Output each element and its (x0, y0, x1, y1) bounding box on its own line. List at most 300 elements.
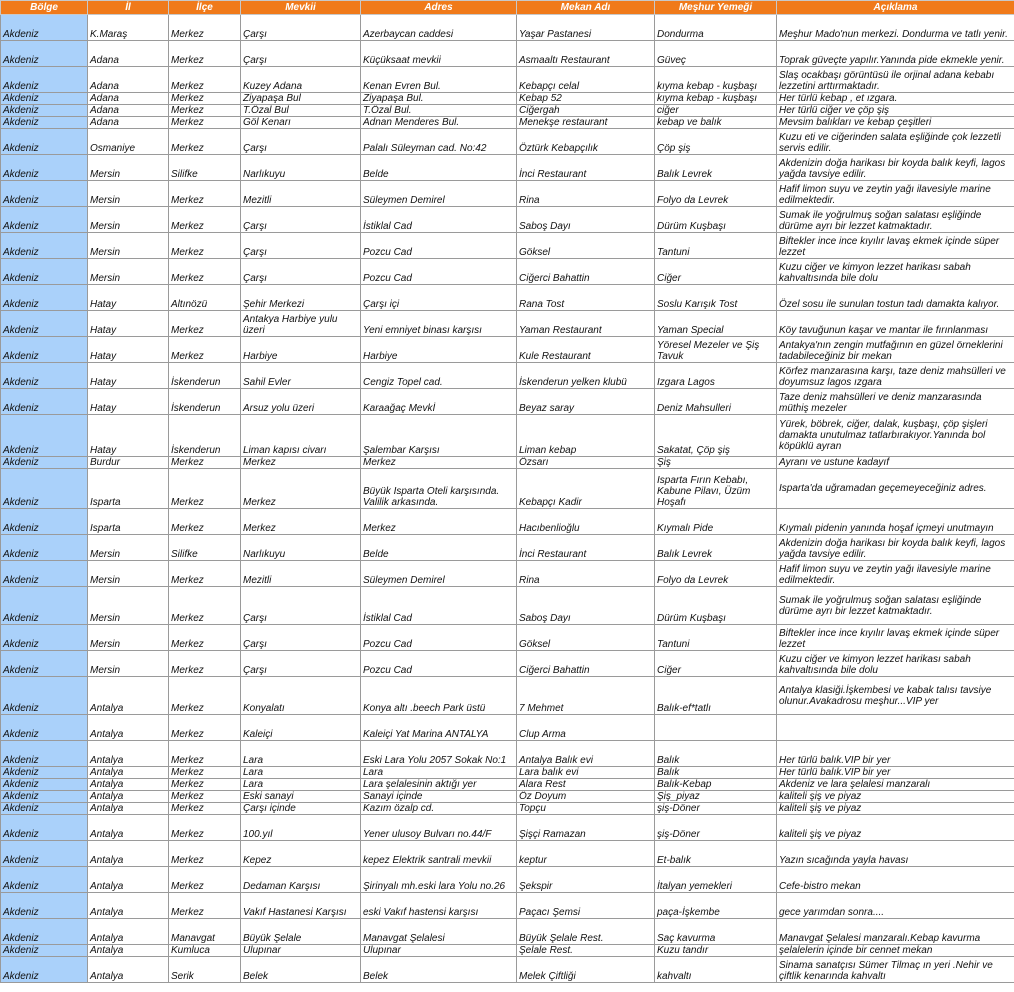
cell-mevkii[interactable]: Sahil Evler (241, 363, 361, 389)
cell-aciklama[interactable]: Akdeniz ve lara şelalesi manzaralı (777, 779, 1014, 791)
cell-meshur-yemegi[interactable]: Balık-Kebap (655, 779, 777, 791)
cell-adres[interactable]: Azerbaycan caddesi (361, 15, 517, 41)
cell-il[interactable]: Antalya (88, 945, 169, 957)
cell-bolge[interactable]: Akdeniz (1, 285, 88, 311)
cell-mevkii[interactable]: Çarşı (241, 259, 361, 285)
cell-bolge[interactable]: Akdeniz (1, 259, 88, 285)
cell-adres[interactable]: Kazım özalp cd. (361, 803, 517, 815)
cell-meshur-yemegi[interactable]: şiş-Döner (655, 815, 777, 841)
cell-adres[interactable]: eski Vakıf hastensi karşısı (361, 893, 517, 919)
cell-meshur-yemegi[interactable]: kahvaltı (655, 957, 777, 983)
cell-mevkii[interactable]: Merkez (241, 457, 361, 469)
cell-mevkii[interactable]: Kepez (241, 841, 361, 867)
cell-ilce[interactable]: Altınözü (169, 285, 241, 311)
cell-meshur-yemegi[interactable]: Dürüm Kuşbaşı (655, 207, 777, 233)
cell-adres[interactable]: Kaleiçi Yat Marina ANTALYA (361, 715, 517, 741)
cell-adres[interactable]: Lara (361, 767, 517, 779)
cell-ilce[interactable]: İskenderun (169, 363, 241, 389)
cell-bolge[interactable]: Akdeniz (1, 181, 88, 207)
cell-bolge[interactable]: Akdeniz (1, 117, 88, 129)
cell-adres[interactable]: Ulupınar (361, 945, 517, 957)
cell-mekan-adi[interactable]: keptur (517, 841, 655, 867)
cell-meshur-yemegi[interactable]: paça-İşkembe (655, 893, 777, 919)
cell-mevkii[interactable]: Lara (241, 741, 361, 767)
cell-bolge[interactable]: Akdeniz (1, 779, 88, 791)
cell-adres[interactable]: Karaağaç Mevkİ (361, 389, 517, 415)
cell-ilce[interactable]: Merkez (169, 651, 241, 677)
cell-bolge[interactable]: Akdeniz (1, 509, 88, 535)
cell-bolge[interactable]: Akdeniz (1, 651, 88, 677)
cell-adres[interactable]: Süleymen Demirel (361, 561, 517, 587)
cell-ilce[interactable]: Merkez (169, 741, 241, 767)
cell-bolge[interactable]: Akdeniz (1, 41, 88, 67)
cell-il[interactable]: Mersin (88, 259, 169, 285)
cell-ilce[interactable]: Merkez (169, 867, 241, 893)
cell-mekan-adi[interactable]: Paçacı Şemsi (517, 893, 655, 919)
cell-bolge[interactable]: Akdeniz (1, 587, 88, 625)
cell-adres[interactable]: Büyük Isparta Oteli karşısında. Valilik arkasında. (361, 469, 517, 509)
cell-mekan-adi[interactable]: Beyaz saray (517, 389, 655, 415)
cell-meshur-yemegi[interactable]: Folyo da Levrek (655, 181, 777, 207)
cell-bolge[interactable]: Akdeniz (1, 893, 88, 919)
header-adres[interactable]: Adres (361, 1, 517, 15)
cell-mekan-adi[interactable]: Melek Çiftliği (517, 957, 655, 983)
cell-aciklama[interactable]: Her türlü balık.VIP bir yer (777, 741, 1014, 767)
cell-meshur-yemegi[interactable]: İtalyan yemekleri (655, 867, 777, 893)
cell-ilce[interactable]: Merkez (169, 561, 241, 587)
cell-ilce[interactable]: İskenderun (169, 415, 241, 457)
cell-adres[interactable]: Küçüksaat mevkii (361, 41, 517, 67)
cell-il[interactable]: Antalya (88, 867, 169, 893)
cell-aciklama[interactable]: gece yarımdan sonra.... (777, 893, 1014, 919)
cell-il[interactable]: Mersin (88, 233, 169, 259)
cell-ilce[interactable]: Merkez (169, 129, 241, 155)
cell-il[interactable]: Mersin (88, 535, 169, 561)
cell-mekan-adi[interactable]: Rana Tost (517, 285, 655, 311)
cell-aciklama[interactable]: Ayranı ve ustune kadayıf (777, 457, 1014, 469)
cell-meshur-yemegi[interactable]: Izgara Lagos (655, 363, 777, 389)
cell-meshur-yemegi[interactable]: Yöresel Mezeler ve Şiş Tavuk (655, 337, 777, 363)
cell-aciklama[interactable]: Biftekler ince ince kıyılır lavaş ekmek içinde süper lezzet (777, 233, 1014, 259)
cell-mekan-adi[interactable]: Kebapçı Kadir (517, 469, 655, 509)
cell-bolge[interactable]: Akdeniz (1, 155, 88, 181)
cell-aciklama[interactable]: Slaş ocakbaşı görüntüsü ile orjinal adana kebabı lezzetini arttırmaktadır. (777, 67, 1014, 93)
cell-meshur-yemegi[interactable]: Dürüm Kuşbaşı (655, 587, 777, 625)
cell-mevkii[interactable]: Narlıkuyu (241, 535, 361, 561)
cell-ilce[interactable]: Merkez (169, 815, 241, 841)
cell-adres[interactable]: T.Özal Bul. (361, 105, 517, 117)
header-il[interactable]: İl (88, 1, 169, 15)
cell-il[interactable]: Antalya (88, 791, 169, 803)
cell-meshur-yemegi[interactable]: Tantuni (655, 233, 777, 259)
cell-adres[interactable]: Adnan Menderes Bul. (361, 117, 517, 129)
cell-mevkii[interactable]: Ziyapaşa Bul (241, 93, 361, 105)
cell-mekan-adi[interactable]: Özsarı (517, 457, 655, 469)
cell-bolge[interactable]: Akdeniz (1, 93, 88, 105)
cell-il[interactable]: Mersin (88, 155, 169, 181)
cell-il[interactable]: Hatay (88, 389, 169, 415)
cell-il[interactable]: Adana (88, 105, 169, 117)
cell-aciklama[interactable]: Her türlü ciğer ve çöp şiş (777, 105, 1014, 117)
cell-meshur-yemegi[interactable]: Kuzu tandır (655, 945, 777, 957)
cell-mevkii[interactable]: Göl Kenarı (241, 117, 361, 129)
cell-ilce[interactable]: Merkez (169, 233, 241, 259)
cell-adres[interactable]: Yener ulusoy Bulvarı no.44/F (361, 815, 517, 841)
cell-ilce[interactable]: Merkez (169, 15, 241, 41)
cell-ilce[interactable]: Merkez (169, 67, 241, 93)
cell-ilce[interactable]: Merkez (169, 791, 241, 803)
cell-meshur-yemegi[interactable]: Şiş_piyaz (655, 791, 777, 803)
cell-meshur-yemegi[interactable]: Ciğer (655, 259, 777, 285)
cell-il[interactable]: Antalya (88, 767, 169, 779)
cell-aciklama[interactable]: Körfez manzarasına karşı, taze deniz mahsülleri ve doyumsuz lagos ızgara (777, 363, 1014, 389)
cell-meshur-yemegi[interactable]: Kıymalı Pide (655, 509, 777, 535)
cell-mevkii[interactable]: Kuzey Adana (241, 67, 361, 93)
cell-meshur-yemegi[interactable]: kıyma kebap - kuşbaşı (655, 93, 777, 105)
cell-mevkii[interactable]: Çarşı (241, 41, 361, 67)
cell-ilce[interactable]: Merkez (169, 181, 241, 207)
cell-aciklama[interactable]: Meşhur Mado'nun merkezi. Dondurma ve tatlı yenir. (777, 15, 1014, 41)
cell-aciklama[interactable]: Isparta'da uğramadan geçemeyeceğiniz adres. (777, 469, 1014, 509)
cell-mevkii[interactable]: Çarşı (241, 587, 361, 625)
cell-ilce[interactable]: Merkez (169, 469, 241, 509)
cell-ilce[interactable]: Merkez (169, 893, 241, 919)
cell-mevkii[interactable]: Lara (241, 779, 361, 791)
cell-mevkii[interactable]: 100.yıl (241, 815, 361, 841)
cell-mevkii[interactable]: Ulupınar (241, 945, 361, 957)
cell-il[interactable]: Mersin (88, 561, 169, 587)
cell-ilce[interactable]: Silifke (169, 535, 241, 561)
cell-aciklama[interactable]: Sinama sanatçısı Sümer Tilmaç ın yeri .Nehir ve çiftlik kenarında kahvaltı (777, 957, 1014, 983)
cell-ilce[interactable]: Manavgat (169, 919, 241, 945)
cell-bolge[interactable]: Akdeniz (1, 67, 88, 93)
cell-bolge[interactable]: Akdeniz (1, 337, 88, 363)
cell-il[interactable]: Mersin (88, 587, 169, 625)
cell-mevkii[interactable]: Harbiye (241, 337, 361, 363)
cell-ilce[interactable]: Merkez (169, 311, 241, 337)
cell-meshur-yemegi[interactable]: Çöp şiş (655, 129, 777, 155)
cell-il[interactable]: Mersin (88, 181, 169, 207)
cell-aciklama[interactable]: Her türlü balık.VIP bir yer (777, 767, 1014, 779)
cell-mevkii[interactable]: Merkez (241, 509, 361, 535)
cell-il[interactable]: Antalya (88, 715, 169, 741)
cell-adres[interactable]: İstiklal Cad (361, 587, 517, 625)
cell-adres[interactable]: Cengiz Topel cad. (361, 363, 517, 389)
header-bolge[interactable]: Bölge (1, 1, 88, 15)
cell-mekan-adi[interactable]: İnci Restaurant (517, 535, 655, 561)
cell-mekan-adi[interactable]: Yaman Restaurant (517, 311, 655, 337)
cell-il[interactable]: Mersin (88, 207, 169, 233)
cell-il[interactable]: Antalya (88, 957, 169, 983)
cell-meshur-yemegi[interactable]: Balık (655, 741, 777, 767)
cell-ilce[interactable]: Serik (169, 957, 241, 983)
cell-adres[interactable]: Pozcu Cad (361, 625, 517, 651)
cell-il[interactable]: Antalya (88, 803, 169, 815)
cell-ilce[interactable]: Merkez (169, 767, 241, 779)
cell-mekan-adi[interactable]: Saboş Dayı (517, 587, 655, 625)
cell-aciklama[interactable]: Akdenizin doğa harikası bir koyda balık keyfi, lagos yağda tavsiye edilir. (777, 155, 1014, 181)
cell-mekan-adi[interactable]: Liman kebap (517, 415, 655, 457)
cell-bolge[interactable]: Akdeniz (1, 767, 88, 779)
cell-bolge[interactable]: Akdeniz (1, 415, 88, 457)
cell-il[interactable]: Antalya (88, 741, 169, 767)
cell-aciklama[interactable]: şelalelerin içinde bir cennet mekan (777, 945, 1014, 957)
cell-mevkii[interactable]: Çarşı (241, 651, 361, 677)
cell-adres[interactable]: Belek (361, 957, 517, 983)
cell-ilce[interactable]: Merkez (169, 587, 241, 625)
cell-ilce[interactable]: İskenderun (169, 389, 241, 415)
cell-mekan-adi[interactable]: Öztürk Kebapçılık (517, 129, 655, 155)
cell-aciklama[interactable]: Yürek, böbrek, ciğer, dalak, kuşbaşı, çöp şişleri damakta unutulmaz tatlarbırakıyor.Yanında bol köpüklü ayran (777, 415, 1014, 457)
cell-ilce[interactable]: Kumluca (169, 945, 241, 957)
cell-bolge[interactable]: Akdeniz (1, 815, 88, 841)
cell-mevkii[interactable]: Lara (241, 767, 361, 779)
cell-mevkii[interactable]: Dedaman Karşısı (241, 867, 361, 893)
cell-mevkii[interactable]: Büyük Şelale (241, 919, 361, 945)
cell-meshur-yemegi[interactable] (655, 715, 777, 741)
cell-il[interactable]: Adana (88, 67, 169, 93)
cell-meshur-yemegi[interactable]: Ciğer (655, 651, 777, 677)
cell-aciklama[interactable]: Köy tavuğunun kaşar ve mantar ile fırınlanması (777, 311, 1014, 337)
cell-mekan-adi[interactable]: Göksel (517, 233, 655, 259)
cell-bolge[interactable]: Akdeniz (1, 457, 88, 469)
cell-bolge[interactable]: Akdeniz (1, 945, 88, 957)
cell-mevkii[interactable]: Narlıkuyu (241, 155, 361, 181)
cell-adres[interactable]: Konya altı .beech Park üstü (361, 677, 517, 715)
cell-adres[interactable]: Yeni emniyet binası karşısı (361, 311, 517, 337)
cell-mekan-adi[interactable]: Lara balık evi (517, 767, 655, 779)
cell-ilce[interactable]: Merkez (169, 457, 241, 469)
cell-ilce[interactable]: Merkez (169, 677, 241, 715)
cell-aciklama[interactable]: Özel sosu ile sunulan tostun tadı damakta kalıyor. (777, 285, 1014, 311)
cell-mekan-adi[interactable]: Asmaaltı Restaurant (517, 41, 655, 67)
cell-mevkii[interactable]: Mezitli (241, 181, 361, 207)
cell-ilce[interactable]: Merkez (169, 625, 241, 651)
cell-bolge[interactable]: Akdeniz (1, 129, 88, 155)
cell-adres[interactable]: Pozcu Cad (361, 651, 517, 677)
cell-aciklama[interactable]: Antakya'nın zengin mutfağının en güzel örneklerini tadabileceğiniz bir mekan (777, 337, 1014, 363)
cell-mekan-adi[interactable]: Göksel (517, 625, 655, 651)
cell-bolge[interactable]: Akdeniz (1, 625, 88, 651)
cell-mevkii[interactable]: Merkez (241, 469, 361, 509)
cell-meshur-yemegi[interactable]: Soslu Karışık Tost (655, 285, 777, 311)
cell-bolge[interactable]: Akdeniz (1, 715, 88, 741)
cell-meshur-yemegi[interactable]: kebap ve balık (655, 117, 777, 129)
cell-mekan-adi[interactable]: İskenderun yelken klubü (517, 363, 655, 389)
cell-mevkii[interactable]: Çarşı (241, 15, 361, 41)
cell-mevkii[interactable]: Konyalatı (241, 677, 361, 715)
cell-il[interactable]: Mersin (88, 651, 169, 677)
cell-mevkii[interactable]: Çarşı içinde (241, 803, 361, 815)
cell-mevkii[interactable]: Liman kapısı civarı (241, 415, 361, 457)
cell-bolge[interactable]: Akdeniz (1, 105, 88, 117)
cell-aciklama[interactable]: Cefe-bistro mekan (777, 867, 1014, 893)
cell-adres[interactable]: Pozcu Cad (361, 233, 517, 259)
cell-adres[interactable]: Pozcu Cad (361, 259, 517, 285)
cell-aciklama[interactable]: Antalya klasiği.İşkembesi ve kabak talısı tavsiye olunur.Avakadrosu meşhur...VIP yer (777, 677, 1014, 715)
cell-mekan-adi[interactable]: Kebap 52 (517, 93, 655, 105)
cell-il[interactable]: Hatay (88, 415, 169, 457)
cell-il[interactable]: Adana (88, 117, 169, 129)
cell-mevkii[interactable]: Arsuz yolu üzeri (241, 389, 361, 415)
cell-mevkii[interactable]: Antakya Harbiye yulu üzeri (241, 311, 361, 337)
cell-ilce[interactable]: Merkez (169, 509, 241, 535)
cell-il[interactable]: Antalya (88, 815, 169, 841)
cell-aciklama[interactable]: Kuzu ciğer ve kimyon lezzet harikası sabah kahvaltısında bile dolu (777, 651, 1014, 677)
cell-meshur-yemegi[interactable]: Et-balık (655, 841, 777, 867)
cell-mevkii[interactable]: Çarşı (241, 233, 361, 259)
cell-bolge[interactable]: Akdeniz (1, 207, 88, 233)
cell-aciklama[interactable]: Taze deniz mahsülleri ve deniz manzarasında müthiş mezeler (777, 389, 1014, 415)
cell-meshur-yemegi[interactable]: Yaman Special (655, 311, 777, 337)
cell-mekan-adi[interactable]: Saboş Dayı (517, 207, 655, 233)
cell-ilce[interactable]: Merkez (169, 803, 241, 815)
cell-bolge[interactable]: Akdeniz (1, 803, 88, 815)
cell-mevkii[interactable]: Şehir Merkezi (241, 285, 361, 311)
cell-aciklama[interactable]: Sumak ile yoğrulmuş soğan salatası eşliğinde dürüme ayrı bir lezzet katmaktadır. (777, 587, 1014, 625)
cell-mekan-adi[interactable]: Ciğerci Bahattin (517, 259, 655, 285)
cell-il[interactable]: Osmaniye (88, 129, 169, 155)
cell-meshur-yemegi[interactable]: Balık (655, 767, 777, 779)
header-aciklama[interactable]: Açıklama (777, 1, 1014, 15)
cell-adres[interactable]: Çarşı içi (361, 285, 517, 311)
cell-mekan-adi[interactable]: Ciğerci Bahattin (517, 651, 655, 677)
cell-aciklama[interactable]: Kuzu ciğer ve kimyon lezzet harikası sabah kahvaltısında bile dolu (777, 259, 1014, 285)
cell-meshur-yemegi[interactable]: Sakatat, Çöp şiş (655, 415, 777, 457)
cell-aciklama[interactable]: Kıymalı pidenin yanında hoşaf içmeyi unutmayın (777, 509, 1014, 535)
cell-il[interactable]: Antalya (88, 841, 169, 867)
cell-ilce[interactable]: Merkez (169, 117, 241, 129)
cell-meshur-yemegi[interactable]: şiş-Döner (655, 803, 777, 815)
cell-meshur-yemegi[interactable]: Şiş (655, 457, 777, 469)
header-mevkii[interactable]: Mevkii (241, 1, 361, 15)
cell-bolge[interactable]: Akdeniz (1, 389, 88, 415)
cell-aciklama[interactable]: Hafif limon suyu ve zeytin yağı ilavesiyle marine edilmektedir. (777, 181, 1014, 207)
cell-aciklama[interactable]: Mevsim balıkları ve kebap çeşitleri (777, 117, 1014, 129)
cell-aciklama[interactable]: Toprak güveçte yapılır.Yanında pide ekmekle yenir. (777, 41, 1014, 67)
cell-adres[interactable]: Manavgat Şelalesi (361, 919, 517, 945)
cell-adres[interactable]: Palalı Süleyman cad. No:42 (361, 129, 517, 155)
cell-mekan-adi[interactable]: Hacıbenlioğlu (517, 509, 655, 535)
cell-mekan-adi[interactable]: 7 Mehmet (517, 677, 655, 715)
cell-mekan-adi[interactable]: Topçu (517, 803, 655, 815)
cell-bolge[interactable]: Akdeniz (1, 311, 88, 337)
cell-mekan-adi[interactable]: Şelale Rest. (517, 945, 655, 957)
cell-bolge[interactable]: Akdeniz (1, 15, 88, 41)
cell-adres[interactable]: Lara şelalesinin aktığı yer (361, 779, 517, 791)
cell-aciklama[interactable]: kaliteli şiş ve piyaz (777, 791, 1014, 803)
cell-aciklama[interactable]: Her türlü kebap , et ızgara. (777, 93, 1014, 105)
cell-ilce[interactable]: Merkez (169, 93, 241, 105)
cell-mekan-adi[interactable]: Menekşe restaurant (517, 117, 655, 129)
cell-bolge[interactable]: Akdeniz (1, 741, 88, 767)
cell-adres[interactable]: Şalembar Karşısı (361, 415, 517, 457)
cell-ilce[interactable]: Merkez (169, 715, 241, 741)
cell-il[interactable]: Hatay (88, 337, 169, 363)
cell-meshur-yemegi[interactable]: Tantuni (655, 625, 777, 651)
cell-mekan-adi[interactable]: İnci Restaurant (517, 155, 655, 181)
cell-aciklama[interactable]: kaliteli şiş ve piyaz (777, 803, 1014, 815)
cell-adres[interactable]: Harbiye (361, 337, 517, 363)
cell-bolge[interactable]: Akdeniz (1, 363, 88, 389)
cell-aciklama[interactable]: Sumak ile yoğrulmuş soğan salatası eşliğinde dürüme ayrı bir lezzet katmaktadır. (777, 207, 1014, 233)
cell-bolge[interactable]: Akdeniz (1, 841, 88, 867)
cell-meshur-yemegi[interactable]: Saç kavurma (655, 919, 777, 945)
cell-mevkii[interactable]: Vakıf Hastanesi Karşısı (241, 893, 361, 919)
cell-aciklama[interactable]: Yazın sıcağında yayla havası (777, 841, 1014, 867)
cell-il[interactable]: Isparta (88, 469, 169, 509)
cell-ilce[interactable]: Merkez (169, 841, 241, 867)
cell-il[interactable]: Adana (88, 41, 169, 67)
cell-aciklama[interactable]: Manavgat Şelalesi manzaralı.Kebap kavurma (777, 919, 1014, 945)
cell-mevkii[interactable]: Kaleiçi (241, 715, 361, 741)
cell-il[interactable]: Antalya (88, 919, 169, 945)
cell-mevkii[interactable]: Çarşı (241, 129, 361, 155)
cell-meshur-yemegi[interactable]: kıyma kebap - kuşbaşı (655, 67, 777, 93)
cell-ilce[interactable]: Merkez (169, 337, 241, 363)
cell-mevkii[interactable]: Eski sanayi (241, 791, 361, 803)
cell-mekan-adi[interactable]: Şekspir (517, 867, 655, 893)
cell-mekan-adi[interactable]: Büyük Şelale Rest. (517, 919, 655, 945)
cell-ilce[interactable]: Merkez (169, 105, 241, 117)
cell-bolge[interactable]: Akdeniz (1, 957, 88, 983)
cell-ilce[interactable]: Merkez (169, 779, 241, 791)
cell-adres[interactable]: Merkez (361, 457, 517, 469)
cell-meshur-yemegi[interactable]: Folyo da Levrek (655, 561, 777, 587)
cell-il[interactable]: Mersin (88, 625, 169, 651)
cell-mekan-adi[interactable]: Öz Doyum (517, 791, 655, 803)
cell-adres[interactable]: Kenan Evren Bul. (361, 67, 517, 93)
cell-mekan-adi[interactable]: Ciğergah (517, 105, 655, 117)
cell-aciklama[interactable]: kaliteli şiş ve piyaz (777, 815, 1014, 841)
cell-adres[interactable]: kepez Elektrik santrali mevkii (361, 841, 517, 867)
cell-aciklama[interactable]: Biftekler ince ince kıyılır lavaş ekmek içinde süper lezzet (777, 625, 1014, 651)
cell-adres[interactable]: Eski Lara Yolu 2057 Sokak No:1 (361, 741, 517, 767)
cell-meshur-yemegi[interactable]: Isparta Fırın Kebabı, Kabune Pilavı, Üzüm Hoşafı (655, 469, 777, 509)
header-mekan-adi[interactable]: Mekan Adı (517, 1, 655, 15)
cell-il[interactable]: Adana (88, 93, 169, 105)
cell-bolge[interactable]: Akdeniz (1, 469, 88, 509)
cell-mekan-adi[interactable]: Alara Rest (517, 779, 655, 791)
cell-mekan-adi[interactable]: Yaşar Pastanesi (517, 15, 655, 41)
cell-bolge[interactable]: Akdeniz (1, 561, 88, 587)
cell-mekan-adi[interactable]: Rina (517, 181, 655, 207)
cell-il[interactable]: Hatay (88, 363, 169, 389)
cell-il[interactable]: K.Maraş (88, 15, 169, 41)
cell-il[interactable]: Burdur (88, 457, 169, 469)
cell-meshur-yemegi[interactable]: Balık Levrek (655, 155, 777, 181)
cell-aciklama[interactable]: Hafif limon suyu ve zeytin yağı ilavesiyle marine edilmektedir. (777, 561, 1014, 587)
cell-mevkii[interactable]: Çarşı (241, 207, 361, 233)
cell-bolge[interactable]: Akdeniz (1, 867, 88, 893)
cell-ilce[interactable]: Merkez (169, 207, 241, 233)
cell-bolge[interactable]: Akdeniz (1, 919, 88, 945)
cell-adres[interactable]: Sanayi içinde (361, 791, 517, 803)
cell-adres[interactable]: Belde (361, 155, 517, 181)
cell-adres[interactable]: Süleymen Demirel (361, 181, 517, 207)
header-ilce[interactable]: İlçe (169, 1, 241, 15)
cell-meshur-yemegi[interactable]: Dondurma (655, 15, 777, 41)
cell-mekan-adi[interactable]: Clup Arma (517, 715, 655, 741)
cell-mekan-adi[interactable]: Rina (517, 561, 655, 587)
cell-ilce[interactable]: Merkez (169, 41, 241, 67)
cell-mevkii[interactable]: Mezitli (241, 561, 361, 587)
cell-adres[interactable]: Merkez (361, 509, 517, 535)
cell-il[interactable]: Hatay (88, 285, 169, 311)
cell-il[interactable]: Antalya (88, 779, 169, 791)
cell-bolge[interactable]: Akdeniz (1, 791, 88, 803)
cell-il[interactable]: Isparta (88, 509, 169, 535)
